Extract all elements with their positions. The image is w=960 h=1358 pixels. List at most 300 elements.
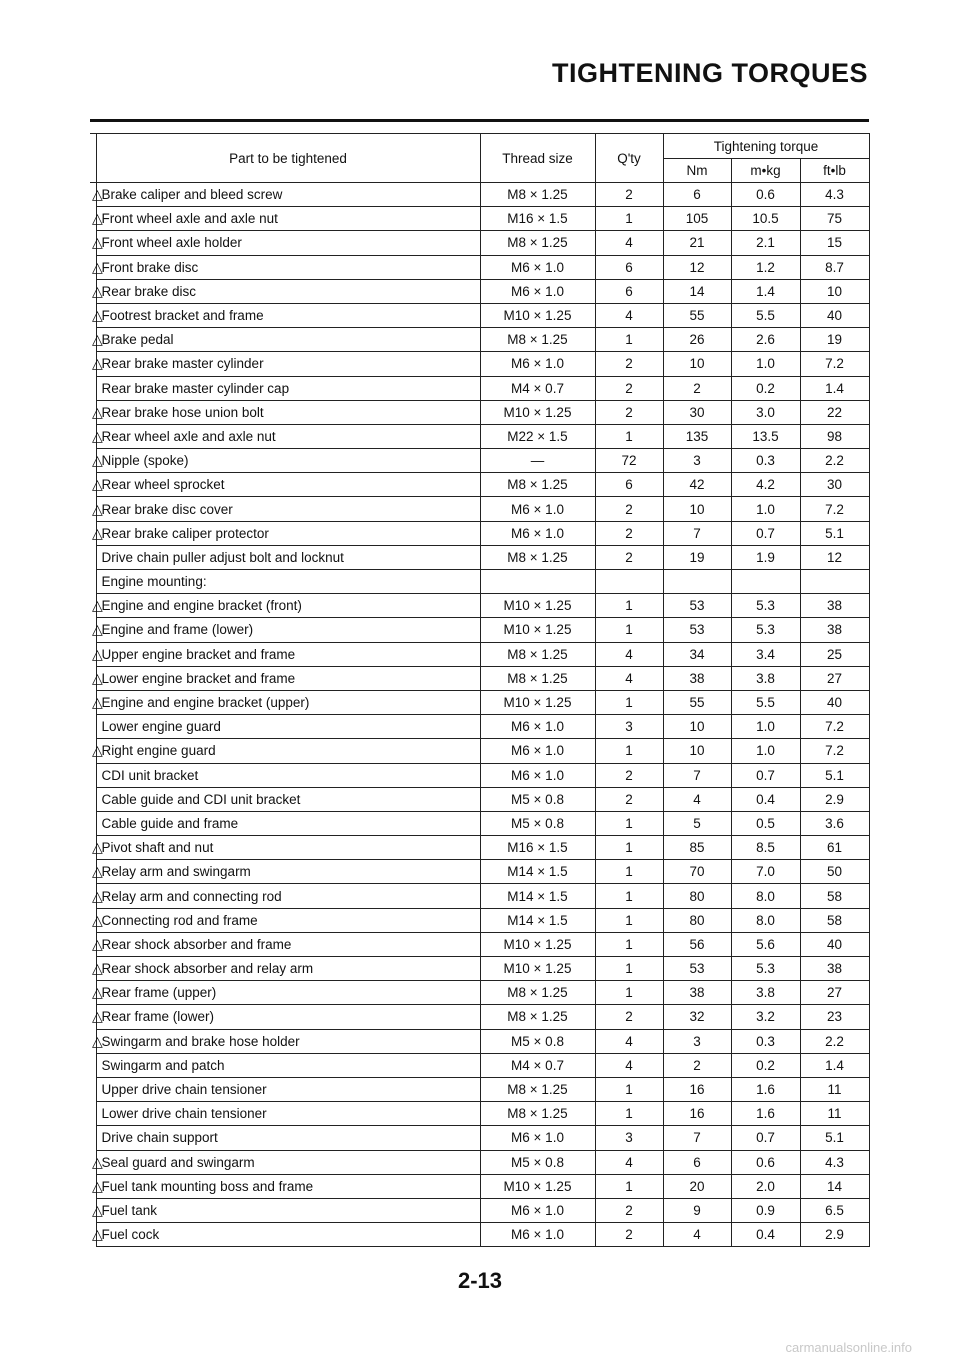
table-row [90, 957, 869, 981]
cell-qty: 1 [595, 860, 663, 884]
warning-mark-icon: △ [90, 739, 96, 763]
cell-mkg: 5.6 [731, 932, 800, 956]
cell-qty: 6 [595, 255, 663, 279]
cell-qty: 4 [595, 666, 663, 690]
table-row [90, 303, 869, 327]
cell-qty: 2 [595, 183, 663, 207]
cell-thread: M6 × 1.0 [480, 352, 595, 376]
warning-mark-icon: △ [90, 690, 96, 714]
cell-mkg: 0.4 [731, 1223, 800, 1247]
table-row [90, 1198, 869, 1222]
table-row [90, 207, 869, 231]
cell-mkg: 0.4 [731, 787, 800, 811]
warning-mark-icon: △ [90, 618, 96, 642]
cell-thread: — [480, 449, 595, 473]
warning-mark-icon: △ [90, 1223, 96, 1247]
warning-mark-icon: △ [90, 521, 96, 545]
cell-nm: 34 [663, 642, 731, 666]
cell-thread: M4 × 0.7 [480, 376, 595, 400]
cell-thread: M8 × 1.25 [480, 328, 595, 352]
cell-nm: 3 [663, 1029, 731, 1053]
cell-nm: 85 [663, 836, 731, 860]
cell-ftlb [800, 570, 869, 594]
cell-ftlb: 50 [800, 860, 869, 884]
cell-part: Drive chain support [96, 1126, 480, 1150]
cell-ftlb: 10 [800, 279, 869, 303]
cell-qty: 4 [595, 1150, 663, 1174]
warning-mark-icon: △ [90, 1198, 96, 1222]
table-row [90, 932, 869, 956]
cell-nm: 6 [663, 1150, 731, 1174]
cell-thread: M6 × 1.0 [480, 715, 595, 739]
cell-part: Rear brake caliper protector [96, 521, 480, 545]
cell-thread: M8 × 1.25 [480, 1077, 595, 1101]
table-row [90, 860, 869, 884]
table-row [90, 352, 869, 376]
cell-part: Right engine guard [96, 739, 480, 763]
cell-qty: 1 [595, 981, 663, 1005]
cell-part: Rear shock absorber and frame [96, 932, 480, 956]
cell-thread [480, 570, 595, 594]
cell-part: Front wheel axle holder [96, 231, 480, 255]
cell-part: CDI unit bracket [96, 763, 480, 787]
cell-thread: M14 × 1.5 [480, 884, 595, 908]
cell-part: Seal guard and swingarm [96, 1150, 480, 1174]
cell-part: Cable guide and frame [96, 811, 480, 835]
header-mkg: m•kg [731, 159, 800, 183]
cell-mkg: 5.3 [731, 594, 800, 618]
cell-thread: M10 × 1.25 [480, 932, 595, 956]
cell-nm: 16 [663, 1102, 731, 1126]
cell-mkg: 5.5 [731, 303, 800, 327]
cell-ftlb: 11 [800, 1102, 869, 1126]
warning-mark-icon: △ [90, 207, 96, 231]
cell-qty: 3 [595, 715, 663, 739]
cell-qty: 1 [595, 957, 663, 981]
cell-nm: 32 [663, 1005, 731, 1029]
cell-part: Fuel tank mounting boss and frame [96, 1174, 480, 1198]
cell-ftlb: 7.2 [800, 352, 869, 376]
page-number: 2-13 [457, 1268, 503, 1293]
cell-part: Engine mounting: [96, 570, 480, 594]
cell-nm: 2 [663, 376, 731, 400]
table-row [90, 255, 869, 279]
cell-part: Upper drive chain tensioner [96, 1077, 480, 1101]
cell-ftlb: 40 [800, 303, 869, 327]
cell-thread: M8 × 1.25 [480, 1102, 595, 1126]
cell-mkg: 3.2 [731, 1005, 800, 1029]
cell-mkg: 2.0 [731, 1174, 800, 1198]
cell-ftlb: 58 [800, 884, 869, 908]
table-body [90, 183, 869, 1247]
cell-qty: 2 [595, 1223, 663, 1247]
warning-mark-icon: △ [90, 449, 96, 473]
cell-mkg: 4.2 [731, 473, 800, 497]
table-row [90, 908, 869, 932]
cell-mkg: 0.6 [731, 183, 800, 207]
table-row [90, 328, 869, 352]
cell-nm: 20 [663, 1174, 731, 1198]
table-row [90, 1102, 869, 1126]
cell-qty: 4 [595, 1029, 663, 1053]
cell-mkg: 5.3 [731, 957, 800, 981]
cell-nm: 12 [663, 255, 731, 279]
warning-mark-icon: △ [90, 884, 96, 908]
cell-thread: M6 × 1.0 [480, 763, 595, 787]
table-row [90, 231, 869, 255]
cell-mkg: 1.6 [731, 1077, 800, 1101]
cell-ftlb: 40 [800, 932, 869, 956]
cell-mkg: 0.7 [731, 521, 800, 545]
cell-ftlb: 27 [800, 666, 869, 690]
cell-part: Rear shock absorber and relay arm [96, 957, 480, 981]
cell-qty: 2 [595, 352, 663, 376]
cell-nm: 42 [663, 473, 731, 497]
cell-mkg: 1.0 [731, 497, 800, 521]
cell-thread: M8 × 1.25 [480, 666, 595, 690]
cell-part: Relay arm and swingarm [96, 860, 480, 884]
cell-mkg: 0.3 [731, 1029, 800, 1053]
cell-qty: 1 [595, 908, 663, 932]
cell-mkg: 10.5 [731, 207, 800, 231]
table-row [90, 424, 869, 448]
table-row [90, 981, 869, 1005]
cell-qty: 4 [595, 642, 663, 666]
cell-part: Front wheel axle and axle nut [96, 207, 480, 231]
watermark: carmanualsonline.info [785, 1340, 912, 1355]
warning-mark-icon: △ [90, 1005, 96, 1029]
cell-nm: 7 [663, 1126, 731, 1150]
cell-thread: M6 × 1.0 [480, 1198, 595, 1222]
cell-ftlb: 38 [800, 957, 869, 981]
table-row [90, 1126, 869, 1150]
cell-mkg: 3.0 [731, 400, 800, 424]
cell-part: Rear brake disc cover [96, 497, 480, 521]
cell-thread: M10 × 1.25 [480, 594, 595, 618]
table-row [90, 715, 869, 739]
cell-mkg: 8.0 [731, 884, 800, 908]
cell-ftlb: 8.7 [800, 255, 869, 279]
cell-nm: 55 [663, 690, 731, 714]
cell-nm: 26 [663, 328, 731, 352]
cell-ftlb: 38 [800, 618, 869, 642]
table-row [90, 836, 869, 860]
cell-qty: 1 [595, 884, 663, 908]
table-row [90, 1029, 869, 1053]
cell-ftlb: 11 [800, 1077, 869, 1101]
warning-mark-icon: △ [90, 473, 96, 497]
cell-qty: 1 [595, 618, 663, 642]
cell-qty: 6 [595, 473, 663, 497]
cell-part: Lower drive chain tensioner [96, 1102, 480, 1126]
cell-part: Swingarm and patch [96, 1053, 480, 1077]
cell-mkg: 0.7 [731, 763, 800, 787]
warning-mark-icon: △ [90, 279, 96, 303]
cell-thread: M10 × 1.25 [480, 303, 595, 327]
table-row [90, 400, 869, 424]
cell-thread: M8 × 1.25 [480, 545, 595, 569]
warning-mark-icon: △ [90, 255, 96, 279]
warning-mark-icon: △ [90, 836, 96, 860]
cell-ftlb: 7.2 [800, 497, 869, 521]
cell-thread: M6 × 1.0 [480, 279, 595, 303]
cell-thread: M6 × 1.0 [480, 255, 595, 279]
warning-mark-icon: △ [90, 352, 96, 376]
cell-mkg: 3.4 [731, 642, 800, 666]
table-row [90, 739, 869, 763]
cell-qty: 1 [595, 1077, 663, 1101]
cell-nm: 80 [663, 908, 731, 932]
cell-qty: 1 [595, 836, 663, 860]
cell-thread: M10 × 1.25 [480, 400, 595, 424]
table-row [90, 1005, 869, 1029]
cell-nm: 9 [663, 1198, 731, 1222]
cell-thread: M16 × 1.5 [480, 207, 595, 231]
warning-mark-icon: △ [90, 303, 96, 327]
cell-part: Rear frame (lower) [96, 1005, 480, 1029]
table-row [90, 642, 869, 666]
cell-thread: M14 × 1.5 [480, 908, 595, 932]
table-row [90, 473, 869, 497]
cell-thread: M8 × 1.25 [480, 183, 595, 207]
warning-mark-icon: △ [90, 424, 96, 448]
table-row [90, 183, 869, 207]
cell-thread: M8 × 1.25 [480, 231, 595, 255]
cell-nm: 7 [663, 763, 731, 787]
cell-part: Pivot shaft and nut [96, 836, 480, 860]
cell-ftlb: 15 [800, 231, 869, 255]
cell-nm: 2 [663, 1053, 731, 1077]
warning-mark-icon: △ [90, 1029, 96, 1053]
cell-mkg [731, 570, 800, 594]
cell-thread: M22 × 1.5 [480, 424, 595, 448]
cell-qty: 1 [595, 328, 663, 352]
cell-mkg: 8.0 [731, 908, 800, 932]
table-row [90, 618, 869, 642]
warning-mark-icon: △ [90, 981, 96, 1005]
table-row [90, 1223, 869, 1247]
cell-mkg: 2.1 [731, 231, 800, 255]
cell-part: Drive chain puller adjust bolt and locknut [96, 545, 480, 569]
cell-ftlb: 40 [800, 690, 869, 714]
table-row [90, 666, 869, 690]
torque-table [90, 133, 870, 1247]
cell-qty: 2 [595, 497, 663, 521]
warning-mark-icon: △ [90, 183, 96, 207]
warning-mark-icon: △ [90, 908, 96, 932]
cell-mkg: 0.6 [731, 1150, 800, 1174]
cell-mkg: 1.0 [731, 739, 800, 763]
cell-ftlb: 5.1 [800, 763, 869, 787]
cell-ftlb: 4.3 [800, 1150, 869, 1174]
cell-ftlb: 2.2 [800, 1029, 869, 1053]
cell-thread: M14 × 1.5 [480, 860, 595, 884]
cell-nm: 30 [663, 400, 731, 424]
cell-qty: 2 [595, 763, 663, 787]
cell-ftlb: 58 [800, 908, 869, 932]
cell-thread: M6 × 1.0 [480, 1126, 595, 1150]
cell-nm: 10 [663, 715, 731, 739]
cell-qty: 4 [595, 231, 663, 255]
warning-mark-icon: △ [90, 231, 96, 255]
cell-qty: 1 [595, 739, 663, 763]
warning-mark-icon: △ [90, 957, 96, 981]
page-title: TIGHTENING TORQUES [551, 58, 868, 88]
cell-ftlb: 1.4 [800, 1053, 869, 1077]
cell-thread: M10 × 1.25 [480, 618, 595, 642]
cell-ftlb: 23 [800, 1005, 869, 1029]
cell-qty: 2 [595, 787, 663, 811]
cell-thread: M8 × 1.25 [480, 642, 595, 666]
cell-thread: M10 × 1.25 [480, 957, 595, 981]
table-row [90, 497, 869, 521]
cell-part: Footrest bracket and frame [96, 303, 480, 327]
header-thread: Thread size [480, 134, 595, 183]
cell-ftlb: 61 [800, 836, 869, 860]
cell-mkg: 3.8 [731, 666, 800, 690]
cell-part: Rear brake master cylinder cap [96, 376, 480, 400]
cell-ftlb: 75 [800, 207, 869, 231]
cell-part: Cable guide and CDI unit bracket [96, 787, 480, 811]
cell-part: Engine and engine bracket (front) [96, 594, 480, 618]
cell-thread: M8 × 1.25 [480, 981, 595, 1005]
title-divider [90, 119, 869, 122]
cell-ftlb: 12 [800, 545, 869, 569]
cell-part: Rear brake master cylinder [96, 352, 480, 376]
cell-part: Swingarm and brake hose holder [96, 1029, 480, 1053]
cell-qty: 1 [595, 207, 663, 231]
table-row [90, 787, 869, 811]
cell-mkg: 13.5 [731, 424, 800, 448]
warning-mark-icon: △ [90, 1174, 96, 1198]
cell-part: Upper engine bracket and frame [96, 642, 480, 666]
cell-mkg: 2.6 [731, 328, 800, 352]
cell-qty: 1 [595, 1174, 663, 1198]
cell-mkg: 1.6 [731, 1102, 800, 1126]
cell-nm: 53 [663, 618, 731, 642]
cell-nm: 38 [663, 666, 731, 690]
cell-qty: 4 [595, 1053, 663, 1077]
cell-thread: M6 × 1.0 [480, 1223, 595, 1247]
cell-mkg: 0.7 [731, 1126, 800, 1150]
warning-mark-icon: △ [90, 328, 96, 352]
cell-qty: 2 [595, 1198, 663, 1222]
cell-thread: M4 × 0.7 [480, 1053, 595, 1077]
cell-mkg: 1.0 [731, 352, 800, 376]
cell-ftlb: 19 [800, 328, 869, 352]
table-row [90, 1174, 869, 1198]
cell-nm: 135 [663, 424, 731, 448]
cell-qty: 1 [595, 594, 663, 618]
cell-mkg: 5.5 [731, 690, 800, 714]
cell-thread: M6 × 1.0 [480, 739, 595, 763]
cell-thread: M5 × 0.8 [480, 787, 595, 811]
cell-ftlb: 27 [800, 981, 869, 1005]
cell-qty [595, 570, 663, 594]
cell-ftlb: 14 [800, 1174, 869, 1198]
cell-ftlb: 1.4 [800, 376, 869, 400]
table-row [90, 545, 869, 569]
cell-mkg: 5.3 [731, 618, 800, 642]
warning-mark-icon: △ [90, 666, 96, 690]
warning-mark-icon: △ [90, 860, 96, 884]
cell-nm: 4 [663, 787, 731, 811]
cell-qty: 1 [595, 424, 663, 448]
cell-ftlb: 22 [800, 400, 869, 424]
cell-nm: 7 [663, 521, 731, 545]
cell-qty: 2 [595, 545, 663, 569]
cell-thread: M5 × 0.8 [480, 1150, 595, 1174]
cell-ftlb: 25 [800, 642, 869, 666]
table-row [90, 449, 869, 473]
header-ftlb: ft•lb [800, 159, 869, 183]
table-row [90, 521, 869, 545]
cell-ftlb: 3.6 [800, 811, 869, 835]
cell-part: Rear brake disc [96, 279, 480, 303]
table-row [90, 279, 869, 303]
cell-nm: 53 [663, 957, 731, 981]
cell-thread: M6 × 1.0 [480, 521, 595, 545]
cell-mkg: 0.3 [731, 449, 800, 473]
table-row [90, 570, 869, 594]
cell-thread: M10 × 1.25 [480, 690, 595, 714]
cell-nm: 10 [663, 497, 731, 521]
cell-part: Engine and engine bracket (upper) [96, 690, 480, 714]
cell-mkg: 0.2 [731, 376, 800, 400]
cell-mkg: 1.2 [731, 255, 800, 279]
cell-part: Front brake disc [96, 255, 480, 279]
cell-ftlb: 98 [800, 424, 869, 448]
cell-part: Nipple (spoke) [96, 449, 480, 473]
cell-nm: 55 [663, 303, 731, 327]
cell-qty: 1 [595, 811, 663, 835]
cell-nm: 21 [663, 231, 731, 255]
cell-thread: M5 × 0.8 [480, 1029, 595, 1053]
cell-nm: 19 [663, 545, 731, 569]
cell-part: Rear brake hose union bolt [96, 400, 480, 424]
warning-mark-icon: △ [90, 497, 96, 521]
cell-nm: 10 [663, 739, 731, 763]
cell-nm: 10 [663, 352, 731, 376]
cell-nm: 4 [663, 1223, 731, 1247]
cell-nm: 70 [663, 860, 731, 884]
cell-qty: 1 [595, 1102, 663, 1126]
cell-part: Lower engine guard [96, 715, 480, 739]
warning-mark-icon: △ [90, 400, 96, 424]
cell-part: Rear wheel axle and axle nut [96, 424, 480, 448]
cell-qty: 72 [595, 449, 663, 473]
cell-part: Lower engine bracket and frame [96, 666, 480, 690]
cell-ftlb: 6.5 [800, 1198, 869, 1222]
cell-qty: 2 [595, 521, 663, 545]
cell-nm: 3 [663, 449, 731, 473]
cell-mkg: 0.2 [731, 1053, 800, 1077]
table-row [90, 884, 869, 908]
cell-nm [663, 570, 731, 594]
cell-mkg: 8.5 [731, 836, 800, 860]
warning-mark-icon: △ [90, 594, 96, 618]
cell-ftlb: 2.9 [800, 1223, 869, 1247]
cell-ftlb: 2.9 [800, 787, 869, 811]
cell-thread: M8 × 1.25 [480, 1005, 595, 1029]
cell-part: Connecting rod and frame [96, 908, 480, 932]
warning-mark-icon: △ [90, 932, 96, 956]
cell-mkg: 7.0 [731, 860, 800, 884]
cell-part: Fuel cock [96, 1223, 480, 1247]
table-row [90, 1150, 869, 1174]
cell-thread: M10 × 1.25 [480, 1174, 595, 1198]
table-row [90, 594, 869, 618]
